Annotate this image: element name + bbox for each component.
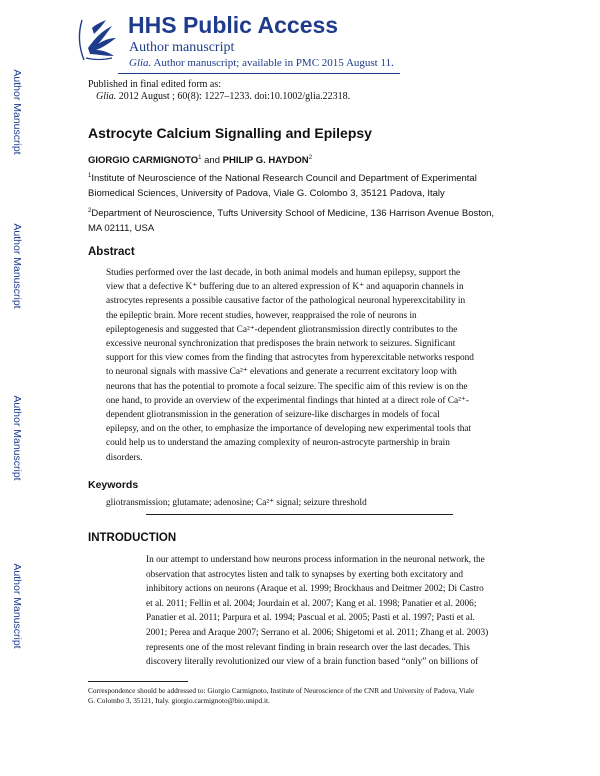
abstract-line: neurons that has the potential to promote a focal seizure. The specific aim of this review is on the	[106, 381, 468, 392]
author-sup: 1	[198, 155, 202, 161]
intro-line: inhibitory actions on neurons (Araque et al. 1999; Brockhaus and Deitmer 2002; Di Castro	[146, 584, 484, 595]
footnote-divider	[88, 681, 188, 682]
side-label-author-manuscript: Author Manuscript	[11, 563, 23, 649]
intro-line: observation that astrocytes listen and talk to synapses by exerting both excitatory and	[146, 569, 464, 580]
intro-line: 2001; Perea and Araque 2007; Serrano et al. 2006; Shigetomi et al. 2011; Zhang et al. 2003)	[146, 627, 489, 638]
abstract-line: the epileptic brain. More recent studies, however, reappraised the role of neurons in	[106, 310, 417, 321]
author-manuscript-subtitle: Author manuscript	[129, 40, 235, 55]
keywords-heading: Keywords	[88, 479, 139, 491]
intro-line: Panatier et al. 2011; Parpura et al. 1994; Pascual et al. 2005; Pasti et al. 1997; Pasti et al.	[146, 613, 475, 624]
intro-line: In our attempt to understand how neurons process information in the neuronal network, the	[146, 555, 485, 565]
footnote-line: Correspondence should be addressed to: Giorgio Carmignoto, Institute of Neuroscience of the CNR and University of Padova, Viale	[88, 686, 475, 695]
side-label-author-manuscript: Author Manuscript	[11, 223, 23, 309]
abstract-line: epilepsy, and on the other, to emphasize the importance of developing new experimental tools that	[106, 424, 472, 435]
keywords-divider	[146, 514, 453, 515]
hhs-public-access-title: HHS Public Access	[128, 12, 339, 38]
side-label-author-manuscript: Author Manuscript	[11, 395, 23, 481]
abstract-line: dependent gliotransmission in the generation of seizure-like discharges in models of focal	[106, 410, 440, 421]
abstract-line: view that a defective K⁺ buffering due to an altered expression of K⁺ and aquaporin channels in	[106, 282, 464, 293]
abstract-line: Studies performed over the last decade, in both animal models and human epilepsy, support the	[106, 268, 461, 278]
article-title: Astrocyte Calcium Signalling and Epilepsy	[88, 125, 372, 141]
author-joiner: and	[204, 155, 220, 167]
abstract-line: astrocytes represents a possible causative factor of the pathological neuronal hyperexcitability in	[106, 296, 466, 307]
author-name: PHILIP G. HAYDON	[222, 155, 309, 167]
abstract-line: could help us to understand the amazing complexity of neuron-astrocyte partnership in brain	[106, 438, 450, 449]
introduction-heading: INTRODUCTION	[88, 532, 177, 544]
published-label: Published in final edited form as:	[88, 79, 222, 90]
citation-journal: Glia.	[96, 91, 117, 102]
keywords-text: gliotransmission; glutamate; adenosine; Ca²⁺ signal; seizure threshold	[106, 498, 367, 508]
intro-line: et al. 2011; Fellin et al. 2004; Jourdain et al. 2007; Kang et al. 1998; Panatier et al. 2006;	[146, 598, 477, 609]
availability-line	[129, 57, 394, 69]
abstract-line: support for this view comes from the finding that astrocytes from hyperexcitable networks respond	[106, 353, 474, 364]
citation-text: 2012 August ; 60(8): 1227–1233. doi:10.1002/glia.22318.	[118, 91, 351, 102]
author-list	[88, 155, 312, 166]
hhs-eagle-logo-icon	[74, 14, 120, 66]
affiliation-1: $^1$Institute of Neuroscience of the National Research Council and Department of Experimental Biomedical Sciences, University of Padova, Viale G. Colombo 3, 35121 Padova, Italy	[88, 173, 477, 200]
footnote-line: G. Colombo 3, 35121, Italy. giorgio.carmignoto@bio.unipd.it.	[88, 696, 270, 705]
introduction-body	[146, 553, 526, 670]
intro-line: discovery literally revolutionized our view of a brain function based “only” on billions of	[146, 657, 479, 668]
availability-text: Author manuscript; available in PMC 2015 August 11.	[153, 57, 394, 69]
author-sup: 2	[308, 155, 313, 161]
abstract-line: to neuronal signals with massive Ca²⁺ elevations and generate a recurrent excitatory loop with	[106, 367, 457, 378]
header-divider	[118, 73, 400, 74]
abstract-line: excessive neuronal synchronization that predisposes the brain network to seizures. Significant	[106, 339, 456, 350]
abstract-line: one hand, to provide an overview of the experimental findings that hinted at a direct role of Ca²⁺-	[106, 395, 469, 406]
abstract-heading: Abstract	[88, 246, 135, 258]
side-label-author-manuscript: Author Manuscript	[11, 69, 23, 155]
affiliation-2: $^2$Department of Neuroscience, Tufts University School of Medicine, 136 Harrison Avenue Boston, MA 02111, USA	[88, 208, 495, 235]
intro-line: represents one of the most relevant finding in brain research over the last decades. This	[146, 642, 470, 653]
citation-line	[96, 91, 350, 102]
correspondence-footnote	[88, 686, 526, 706]
abstract-line: disorders.	[106, 452, 143, 463]
journal-name: Glia.	[129, 57, 152, 69]
abstract-body	[106, 266, 514, 465]
author-name: GIORGIO CARMIGNOTO	[88, 155, 199, 167]
abstract-line: epileptogenesis and suggested that Ca²⁺-dependent gliotransmission directly contributes to the	[106, 324, 458, 335]
